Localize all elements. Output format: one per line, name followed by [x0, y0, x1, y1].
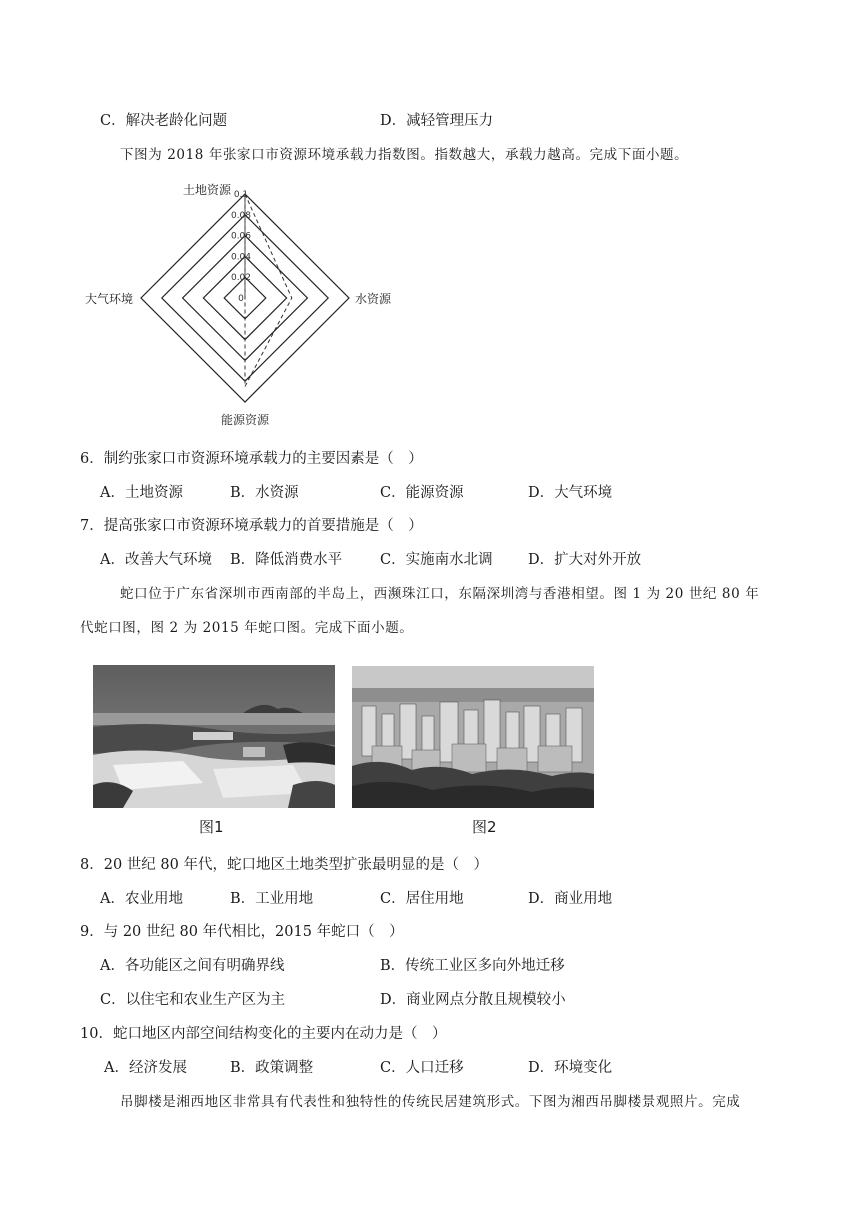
radar-tick-4: 0.08 [230, 210, 252, 221]
radar-tick-1: 0.02 [230, 273, 252, 284]
q5-option-c: C．解决老龄化问题 [100, 113, 228, 129]
q7-stem: 7．提高张家口市资源环境承载力的首要措施是（ ） [80, 518, 423, 534]
q8-option-b: B．工业用地 [230, 891, 314, 907]
figure-2-photo [352, 666, 594, 808]
q9-option-b: B．传统工业区多向外地迁移 [380, 958, 565, 974]
q7-option-a: A．改善大气环境 [100, 552, 212, 568]
q7-option-d: D．扩大对外开放 [528, 552, 642, 568]
q9-stem: 9．与 20 世纪 80 年代相比，2015 年蛇口（ ） [80, 924, 404, 940]
radar-axis-label-3: 大气环境 [84, 292, 133, 306]
q6-option-b: B．水资源 [230, 485, 299, 501]
q7-option-c: C．实施南水北调 [380, 552, 493, 568]
q8-stem: 8．20 世纪 80 年代，蛇口地区土地类型扩张最明显的是（ ） [80, 857, 488, 873]
q9-option-a: A．各功能区之间有明确界线 [100, 958, 285, 974]
q8-option-c: C．居住用地 [380, 891, 464, 907]
radar-tick-2: 0.04 [230, 252, 252, 263]
q9-option-d: D．商业网点分散且规模较小 [380, 992, 566, 1008]
radar-axis-label-2: 能源资源 [220, 413, 270, 427]
radar-intro: 下图为 2018 年张家口市资源环境承载力指数图。指数越大，承载力越高。完成下面小题。 [120, 147, 689, 163]
radar-tick-0: 0 [238, 294, 244, 304]
q9-option-c: C．以住宅和农业生产区为主 [100, 992, 286, 1008]
q6-option-c: C．能源资源 [380, 485, 464, 501]
shekou-intro-line2: 代蛇口图，图 2 为 2015 年蛇口图。完成下面小题。 [80, 620, 414, 636]
radar-axis-label-0: 土地资源 [182, 183, 232, 197]
q10-option-c: C．人口迁移 [380, 1060, 464, 1076]
q8-option-a: A．农业用地 [100, 891, 183, 907]
q10-option-b: B．政策调整 [230, 1060, 314, 1076]
q7-option-b: B．降低消费水平 [230, 552, 343, 568]
figure-1-caption: 图1 [199, 818, 224, 836]
q8-option-d: D．商业用地 [528, 891, 613, 907]
q10-stem: 10．蛇口地区内部空间结构变化的主要内在动力是（ ） [80, 1026, 447, 1042]
radar-chart [70, 178, 410, 434]
figure-2-caption: 图2 [472, 818, 497, 836]
q10-option-d: D．环境变化 [528, 1060, 613, 1076]
q6-stem: 6．制约张家口市资源环境承载力的主要因素是（ ） [80, 451, 423, 467]
shekou-intro-line1: 蛇口位于广东省深圳市西南部的半岛上，西濒珠江口，东隔深圳湾与香港相望。图 1 为 20 世纪 80 年 [120, 586, 760, 602]
radar-axis-label-1: 水资源 [355, 292, 392, 306]
diaojiao-intro: 吊脚楼是湘西地区非常具有代表性和独特性的传统民居建筑形式。下图为湘西吊脚楼景观照片。完成 [120, 1094, 741, 1110]
q6-option-a: A．土地资源 [100, 485, 183, 501]
q6-option-d: D．大气环境 [528, 485, 613, 501]
q10-option-a: A．经济发展 [104, 1060, 187, 1076]
figure-1-photo [93, 665, 335, 808]
radar-tick-3: 0.06 [230, 231, 252, 242]
q5-option-d: D．减轻管理压力 [380, 113, 494, 129]
radar-tick-5: 0.1 [233, 190, 249, 200]
